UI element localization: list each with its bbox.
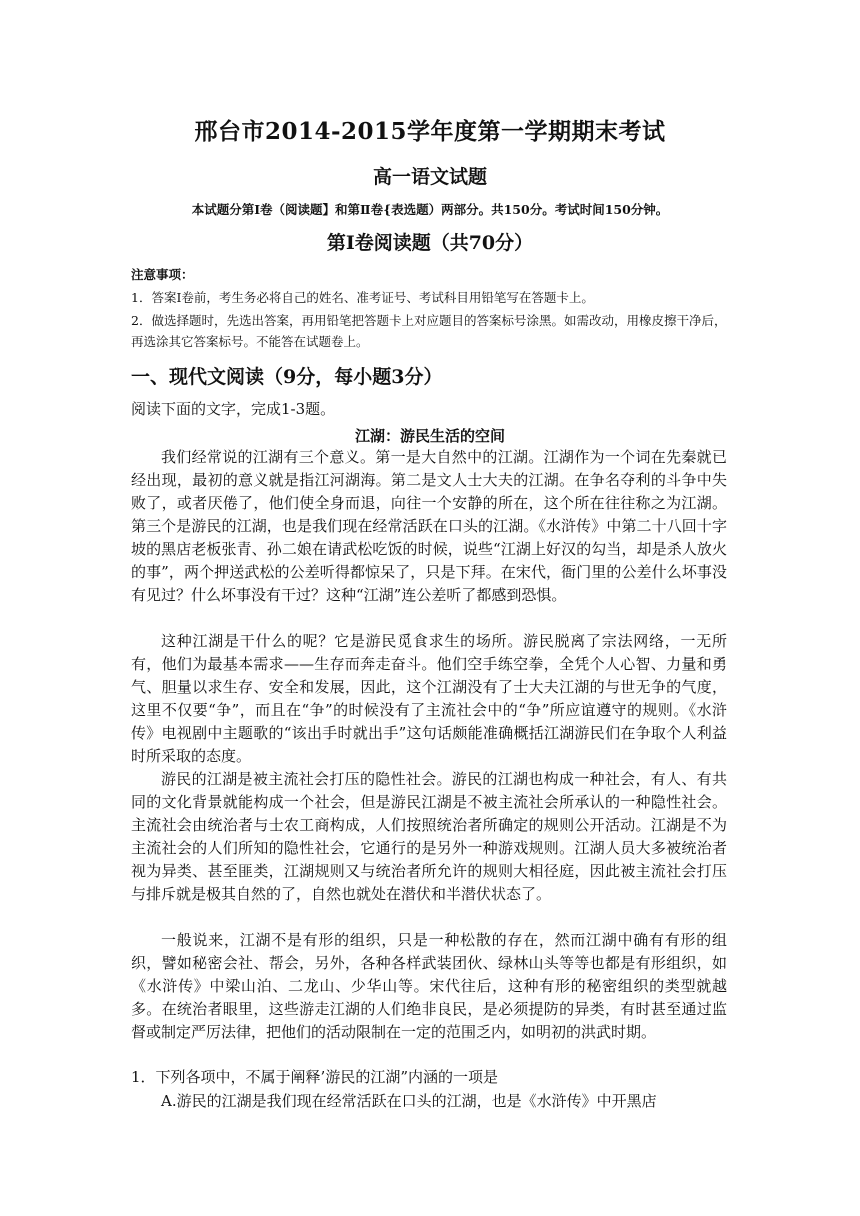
reading-instruction: 阅读下面的文字，完成1-3题。 [131, 400, 336, 418]
notice-item: 2．做选择题时，先选出答案，再用铅笔把答题卡上对应题目的答案标号涂黑。如需改动，用橡皮擦干净后，再选涂其它答案标号。不能答在试题卷上。 [131, 313, 727, 349]
notice-heading: 注意事项： [131, 267, 194, 282]
exam-title: 邢台市2014-2015学年度第一学期期末考试 [194, 118, 666, 145]
exam-subtitle: 高一语文试题 [372, 166, 487, 188]
article-title: 江湖：游民生活的空间 [354, 427, 505, 445]
article-paragraph: 这种江湖是干什么的呢？它是游民觅食求生的场所。游民脱离了宗法网络，一无所有，他们为最基本需求——生存而奔走奋斗。他们空手练空拳，全凭个人心智、力量和勇气、胆量以求生存、安全和发展，因此，这个江湖没有了士大夫江湖的与世无争的气度，这里不仅要“争”，而且在“争”的时候没有了主流社会中的“争”所应谊遵守的规则。《水浒传》电视剧中主题歌的“该出手时就出手”这句话颇能准确概括江湖游民们在争取个人利益时所采取的态度。 [131, 632, 727, 765]
article-paragraph: 游民的江湖是被主流社会打压的隐性社会。游民的江湖也构成一种社会，有人、有共同的文化背景就能构成一个社会，但是游民江湖是不被主流社会所承认的一种隐性社会。主流社会由统治者与士农工商构成，人们按照统治者所确定的规则公开活动。江湖是不为主流社会的人们所知的隐性社会，它通行的是另外一种游戏规则。江湖人员大多被统治者视为异类、甚至匪类，江湖规则又与统治者所允许的规则大相径庭，因此被主流社会打压与排斥就是极其自然的了，自然也就处在潜伏和半潜伏状态了。 [131, 770, 727, 903]
question-1-option-a: A.游民的江湖是我们现在经常活跃在口头的江湖，也是《水浒传》中开黑店 [161, 1092, 657, 1110]
question-1: 1．下列各项中，不属于阐释’游民的江湖”内涵的一项是 [131, 1068, 498, 1086]
notice-item: 1．答案Ⅰ卷前，考生务必将自己的姓名、准考证号、考试科目用铅笔写在答题卡上。 [131, 290, 594, 305]
article-paragraph: 我们经常说的江湖有三个意义。第一是大自然中的江湖。江湖作为一个词在先秦就已经出现，最初的意义就是指江河湖海。第二是文人士大夫的江湖。在争名夺利的斗争中失败了，或者厌倦了，他们使全身而退，向往一个安静的所在，这个所在往往称之为江湖。第三个是游民的江湖，也是我们现在经常活跃在口头的江湖。《水浒传》中第二十八回十字坡的黑店老板张青、孙二娘在请武松吃饭的时候，说些“江湖上好汉的勾当，却是杀人放火的事”，两个押送武松的公差听得都惊呆了，只是下拜。在宋代，衙门里的公差什么坏事没有见过？什么坏事没有干过？这种“江湖”连公差听了都感到恐惧。 [131, 448, 727, 604]
article-paragraph: 一般说来，江湖不是有形的组织，只是一种松散的存在，然而江湖中确有有形的组织，譬如秘密会社、帮会，另外，各种各样武装团伙、绿林山头等等也都是有形组织，如《水浒传》中梁山泊、二龙山、少华山等。宋代往后，这种有形的秘密组织的类型就越多。在统治者眼里，这些游走江湖的人们绝非良民，是必须提防的异类，有时甚至通过监督或制定严厉法律，把他们的活动限制在一定的范围乏内，如明初的洪武时期。 [131, 931, 727, 1041]
section-heading: 一、现代文阅读（9分，每小题3分） [131, 366, 443, 388]
exam-intro: 本试题分第Ⅰ卷（阅读题】和第Ⅱ卷{表选题）两部分。共150分。考试时间150分钟。 [191, 202, 669, 217]
part-title: 第Ⅰ卷阅读题（共70分） [326, 232, 534, 254]
